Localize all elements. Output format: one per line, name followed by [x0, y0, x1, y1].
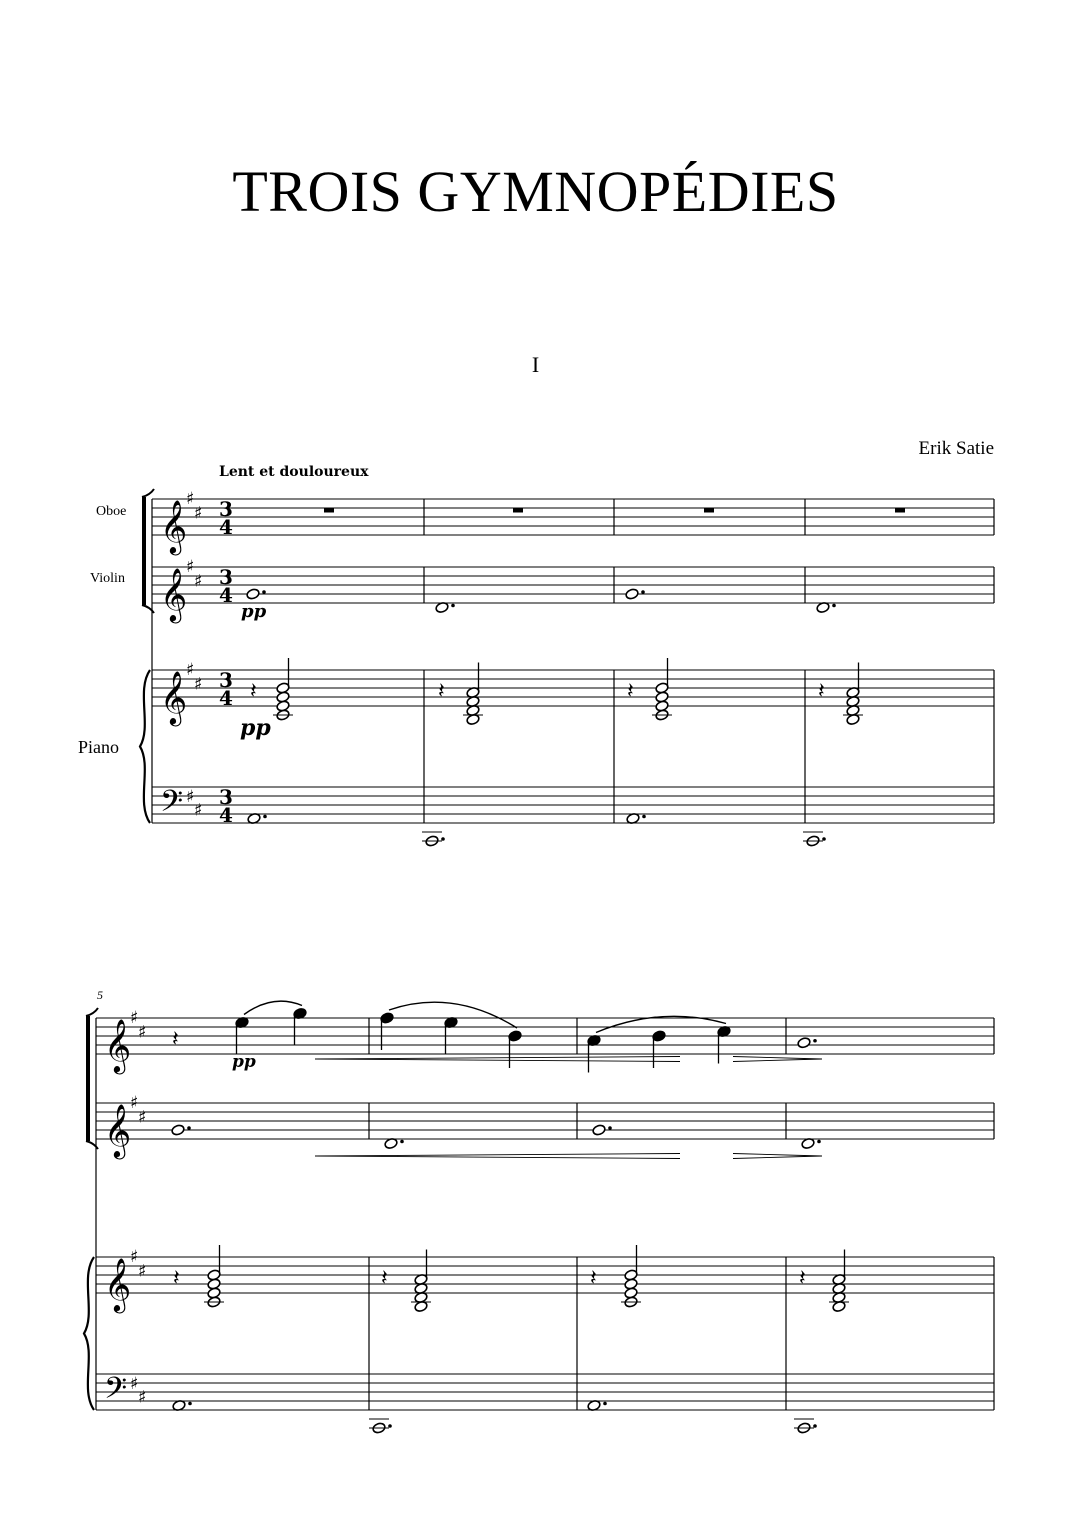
- quarter-rest-icon: 𝄽: [173, 1266, 180, 1291]
- composer-name: Erik Satie: [918, 438, 994, 459]
- dynamic-marking: pp: [232, 1052, 256, 1072]
- quarter-rest-icon: 𝄽: [799, 1266, 806, 1291]
- staff-lines: [96, 499, 994, 1410]
- sharp-icon: ♯: [186, 557, 195, 577]
- quarter-rest-icon: 𝄽: [381, 1266, 388, 1291]
- augmentation-dot: [400, 1140, 404, 1144]
- whole-rest-icon: [704, 508, 714, 513]
- slur: [244, 1001, 302, 1014]
- crescendo-hairpin: [315, 1154, 680, 1157]
- quarter-rest-icon: 𝄽: [172, 1027, 179, 1052]
- augmentation-dot: [822, 837, 826, 841]
- quarter-rest-icon: 𝄽: [818, 679, 825, 704]
- page-title: TROIS GYMNOPÉDIES: [232, 159, 839, 224]
- treble-clef-icon: 𝄞: [160, 567, 188, 621]
- quarter-rest-icon: 𝄽: [627, 679, 634, 704]
- time-signature-top: 3: [219, 565, 233, 589]
- sharp-icon: ♯: [194, 800, 203, 821]
- tempo-marking: Lent et douloureux: [219, 464, 369, 480]
- diminuendo-hairpin: [733, 1154, 822, 1157]
- time-signature-top: 3: [219, 785, 233, 809]
- crescendo-hairpin: [315, 1059, 680, 1062]
- time-signature-bottom: 4: [219, 515, 233, 539]
- sharp-icon: ♯: [186, 660, 195, 680]
- quarter-rest-icon: 𝄽: [590, 1266, 597, 1291]
- group-bracket: [86, 1008, 98, 1016]
- sharp-icon: ♯: [186, 787, 195, 807]
- sharp-icon: ♯: [194, 503, 203, 524]
- augmentation-dot: [641, 590, 645, 594]
- quarter-rest-icon: 𝄽: [438, 679, 445, 704]
- sharp-icon: ♯: [138, 1261, 147, 1282]
- piano-brace: [140, 670, 150, 823]
- augmentation-dot: [187, 1126, 191, 1130]
- quarter-rest-icon: 𝄽: [250, 679, 257, 704]
- violin-note: [625, 588, 639, 600]
- slur: [596, 1016, 726, 1032]
- augmentation-dot: [188, 1402, 192, 1406]
- augmentation-dot: [608, 1126, 612, 1130]
- group-bracket: [142, 497, 146, 605]
- whole-rest-icon: [324, 508, 334, 513]
- piano-brace: [84, 1257, 94, 1410]
- crescendo-hairpin: [315, 1057, 680, 1060]
- oboe-note: [797, 1037, 811, 1049]
- augmentation-dot: [603, 1402, 607, 1406]
- augmentation-dot: [263, 815, 267, 819]
- notation-marks: [84, 489, 994, 1434]
- augmentation-dot: [642, 815, 646, 819]
- sharp-icon: ♯: [130, 1374, 139, 1394]
- violin-note: [592, 1124, 606, 1136]
- bass-clef-icon: 𝄢: [104, 1372, 128, 1413]
- sharp-icon: ♯: [130, 1008, 139, 1028]
- diminuendo-hairpin: [733, 1057, 822, 1060]
- treble-clef-icon: 𝄞: [104, 1103, 132, 1157]
- treble-clef-icon: 𝄞: [104, 1257, 132, 1311]
- sharp-icon: ♯: [194, 674, 203, 695]
- treble-clef-icon: 𝄞: [160, 499, 188, 553]
- instrument-label-piano: Piano: [78, 737, 120, 757]
- group-bracket: [86, 1016, 90, 1141]
- bass-clef-icon: 𝄢: [160, 785, 184, 826]
- movement-number: I: [531, 352, 540, 377]
- time-signature-top: 3: [219, 497, 233, 521]
- augmentation-dot: [817, 1140, 821, 1144]
- augmentation-dot: [451, 604, 455, 608]
- diminuendo-hairpin: [733, 1156, 822, 1159]
- augmentation-dot: [262, 590, 266, 594]
- instrument-label-violin: Violin: [90, 571, 125, 586]
- augmentation-dot: [813, 1039, 817, 1043]
- sharp-icon: ♯: [138, 1387, 147, 1408]
- sharp-icon: ♯: [194, 571, 203, 592]
- instrument-label-oboe: Oboe: [96, 504, 127, 519]
- time-signature-top: 3: [219, 668, 233, 692]
- dynamic-marking: pp: [240, 715, 271, 741]
- sharp-icon: ♯: [138, 1022, 147, 1043]
- augmentation-dot: [441, 837, 445, 841]
- diminuendo-hairpin: [733, 1059, 822, 1062]
- violin-note: [171, 1124, 185, 1136]
- augmentation-dot: [388, 1424, 392, 1428]
- sharp-icon: ♯: [130, 1093, 139, 1113]
- augmentation-dot: [813, 1424, 817, 1428]
- time-signature-bottom: 4: [219, 583, 233, 607]
- augmentation-dot: [832, 604, 836, 608]
- group-bracket: [142, 489, 154, 497]
- time-signature-bottom: 4: [219, 686, 233, 710]
- crescendo-hairpin: [315, 1156, 680, 1159]
- sharp-icon: ♯: [138, 1107, 147, 1128]
- time-signature-bottom: 4: [219, 803, 233, 827]
- treble-clef-icon: 𝄞: [104, 1018, 132, 1072]
- violin-note: [246, 588, 260, 600]
- dynamic-marking: pp: [241, 601, 267, 622]
- whole-rest-icon: [895, 508, 905, 513]
- sharp-icon: ♯: [130, 1247, 139, 1267]
- treble-clef-icon: 𝄞: [160, 670, 188, 724]
- measure-number: 5: [97, 988, 103, 1002]
- sharp-icon: ♯: [186, 489, 195, 509]
- whole-rest-icon: [513, 508, 523, 513]
